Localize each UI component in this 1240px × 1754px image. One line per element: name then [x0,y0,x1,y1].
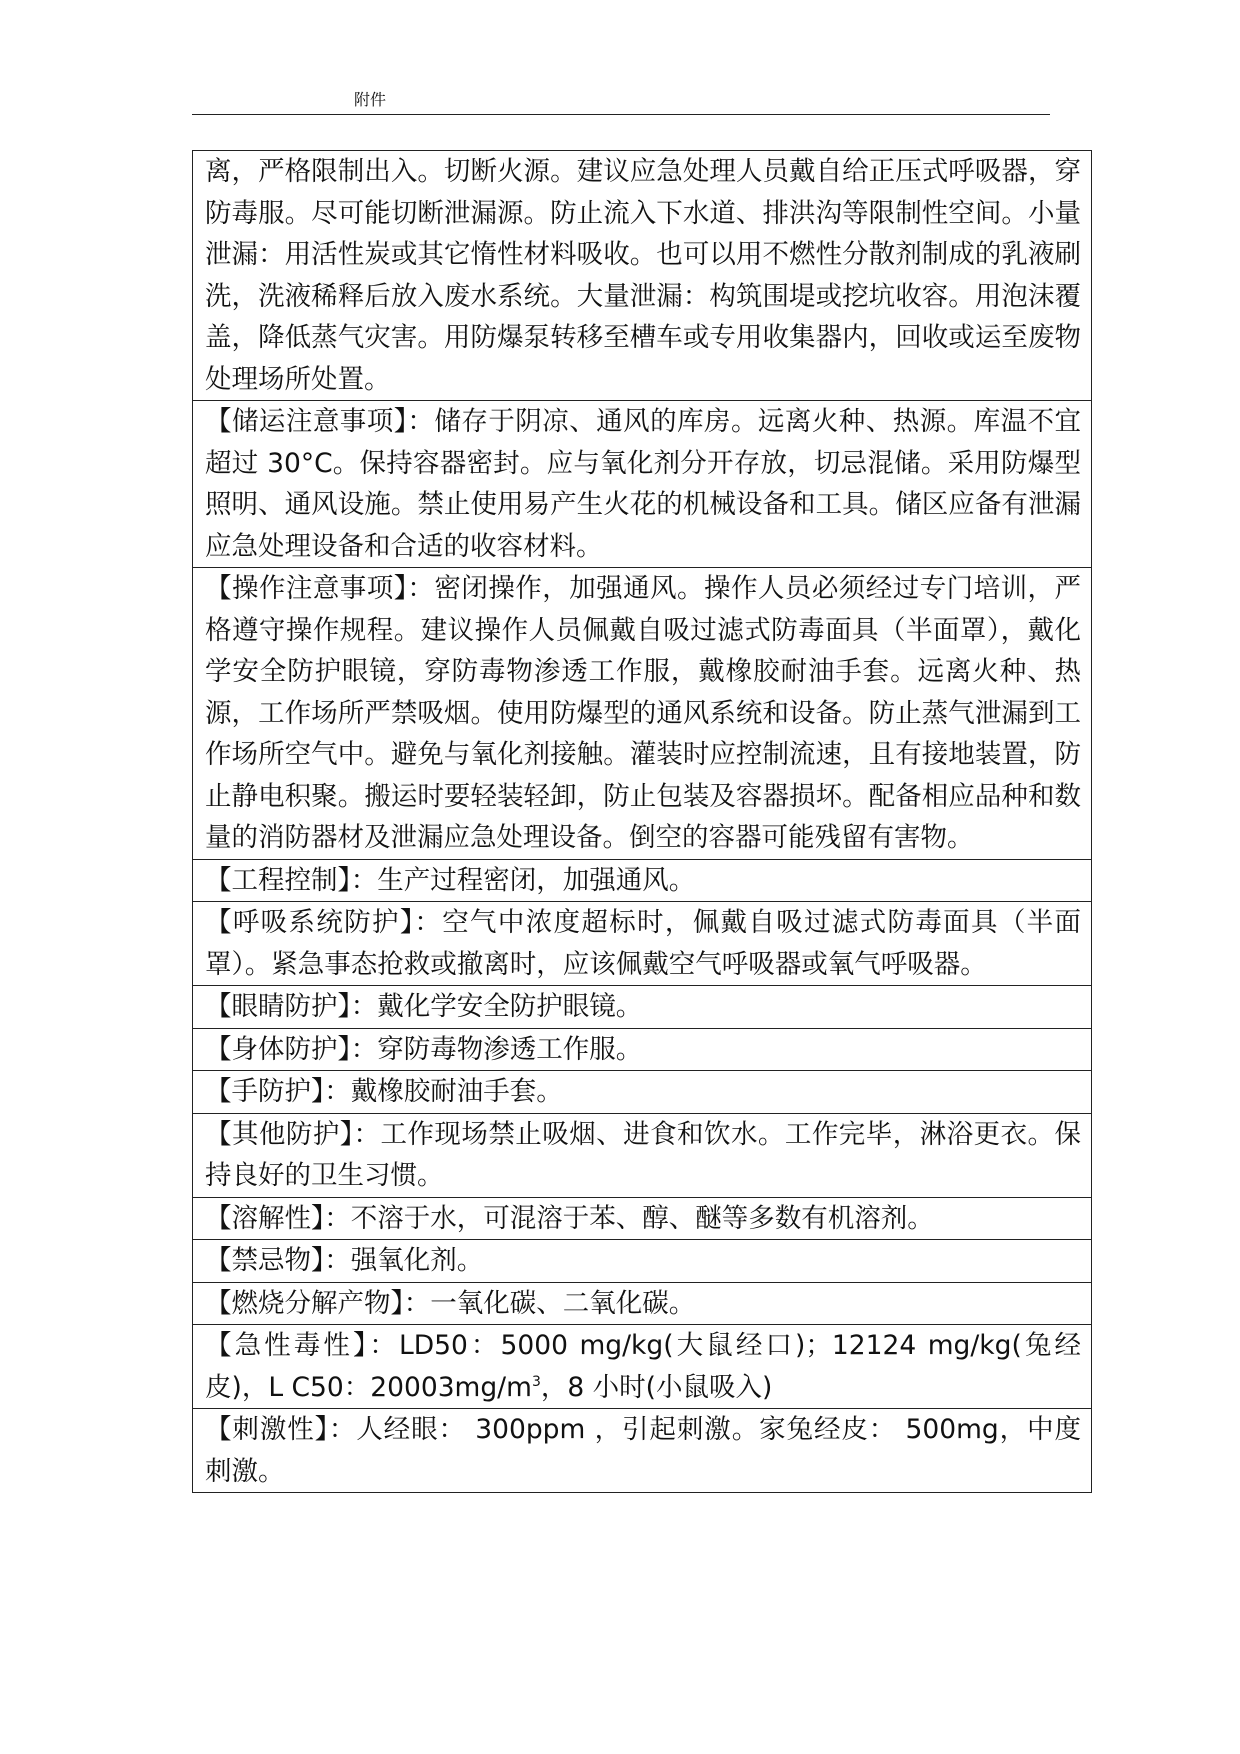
irritation-cell: 【刺激性】：人经眼： 300ppm ，引起刺激。家兔经皮： 500mg，中度刺激。 [193,1409,1092,1493]
table-row [193,1325,1092,1409]
table-row [193,1240,1092,1283]
leak-emergency-cell: 离，严格限制出入。切断火源。建议应急处理人员戴自给正压式呼吸器，穿防毒服。尽可能切断泄漏源。防止流入下水道、排洪沟等限制性空间。小量泄漏：用活性炭或其它惰性材料吸收。也可以用不燃性分散剂制成的乳液刷洗，洗液稀释后放入废水系统。大量泄漏：构筑围堤或挖坑收容。用泡沫覆盖，降低蒸气灾害。用防爆泵转移至槽车或专用收集器内，回收或运至废物处理场所处置。 [193,151,1092,401]
respiratory-protection-cell: 【呼吸系统防护】：空气中浓度超标时，佩戴自吸过滤式防毒面具（半面罩）。紧急事态抢救或撤离时，应该佩戴空气呼吸器或氧气呼吸器。 [193,902,1092,986]
header-label: 附件 [354,90,387,109]
table-row [193,1113,1092,1197]
hand-protection-cell: 【手防护】：戴橡胶耐油手套。 [193,1071,1092,1114]
acute-toxicity-text: 【急性毒性】：LD50：5000 mg/kg(大鼠经口)；12124 mg/kg(兔经皮)，L C50：20003mg/m [205,1330,1081,1403]
table-row [193,1409,1092,1493]
table-row [193,1028,1092,1071]
table-row [193,902,1092,986]
table-row [193,401,1092,568]
acute-toxicity-cell [193,1325,1092,1409]
table-row [193,1197,1092,1240]
table-row [193,151,1092,401]
storage-precautions-cell: 【储运注意事项】：储存于阴凉、通风的库房。远离火种、热源。库温不宜超过 30°C。保持容器密封。应与氧化剂分开存放，切忌混储。采用防爆型照明、通风设施。禁止使用易产生火花的机械设备和工具。储区应备有泄漏应急处理设备和合适的收容材料。 [193,401,1092,568]
combustion-products-cell: 【燃烧分解产物】：一氧化碳、二氧化碳。 [193,1282,1092,1325]
eye-protection-cell: 【眼睛防护】：戴化学安全防护眼镜。 [193,986,1092,1029]
handling-precautions-cell: 【操作注意事项】：密闭操作，加强通风。操作人员必须经过专门培训，严格遵守操作规程。建议操作人员佩戴自吸过滤式防毒面具（半面罩），戴化学安全防护眼镜，穿防毒物渗透工作服，戴橡胶耐油手套。远离火种、热源，工作场所严禁吸烟。使用防爆型的通风系统和设备。防止蒸气泄漏到工作场所空气中。避免与氧化剂接触。灌装时应控制流速，且有接地装置，防止静电积聚。搬运时要轻装轻卸，防止包装及容器损坏。配备相应品种和数量的消防器材及泄漏应急处理设备。倒空的容器可能残留有害物。 [193,568,1092,860]
solubility-cell: 【溶解性】：不溶于水，可混溶于苯、醇、醚等多数有机溶剂。 [193,1197,1092,1240]
safety-data-table [192,150,1092,1493]
engineering-control-cell: 【工程控制】：生产过程密闭，加强通风。 [193,859,1092,902]
table-row [193,1282,1092,1325]
acute-toxicity-text-end: ，8 小时(小鼠吸入) [540,1371,773,1403]
table-row [193,1071,1092,1114]
incompatible-materials-cell: 【禁忌物】：强氧化剂。 [193,1240,1092,1283]
table-row [193,568,1092,860]
other-protection-cell: 【其他防护】：工作现场禁止吸烟、进食和饮水。工作完毕，淋浴更衣。保持良好的卫生习惯。 [193,1113,1092,1197]
superscript-3: 3 [531,1373,541,1390]
table-row [193,859,1092,902]
body-protection-cell: 【身体防护】：穿防毒物渗透工作服。 [193,1028,1092,1071]
page-header [192,88,1050,115]
table-row [193,986,1092,1029]
